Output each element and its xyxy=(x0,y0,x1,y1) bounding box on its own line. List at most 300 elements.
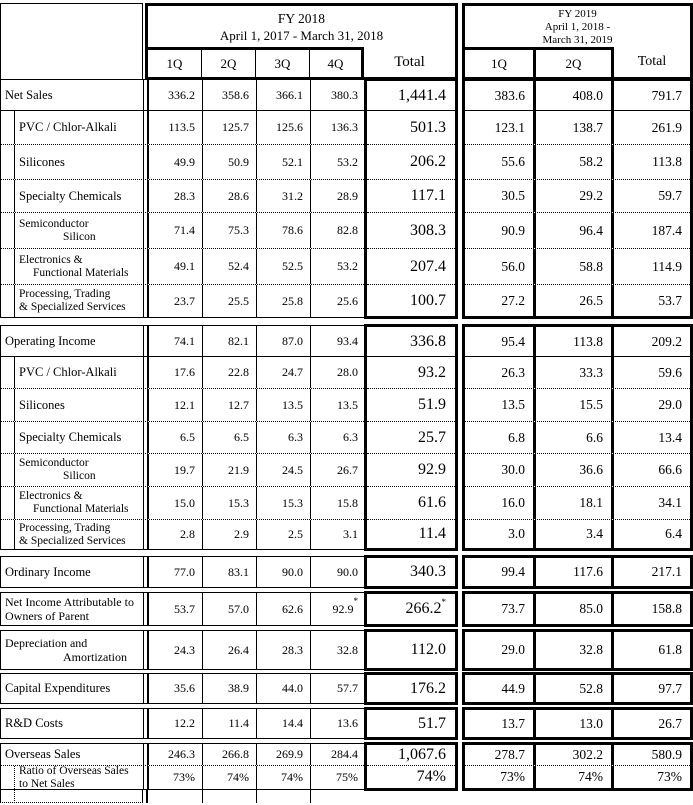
row-label-line: Net Income Attributable to xyxy=(5,594,134,609)
fy2018-q3-value: 90.0 xyxy=(257,557,311,587)
fy2019-q2-value: 302.2 xyxy=(536,745,614,765)
fy2019-total-value: 97.7 xyxy=(658,680,682,696)
fy2018-q3-value: 6.3 xyxy=(257,422,311,453)
fy2018-q2-value: 15.3 xyxy=(203,487,257,519)
fy2018-q2-value: 358.6 xyxy=(203,80,257,110)
fy2018-q1-value: 17.6 xyxy=(149,357,203,388)
row-label-line: Functional Materials xyxy=(33,266,129,279)
row-label xyxy=(1,422,144,453)
fy2018-q4-value: 3.1 xyxy=(343,527,358,541)
fy2019-q2-header: 2Q xyxy=(565,55,582,71)
table-header xyxy=(0,3,693,80)
fy2018-q2-value: 26.4 xyxy=(203,631,257,669)
table-row xyxy=(1,356,364,388)
fy2019-total-value: 217.1 xyxy=(651,564,682,579)
fy2018-quarter-values xyxy=(147,520,365,549)
row-label xyxy=(1,766,144,789)
fy2019-q1-value: 123.1 xyxy=(465,111,536,144)
fy2019-q1-value: 95.4 xyxy=(465,327,536,356)
fy2019-q1-value: 13.7 xyxy=(465,710,536,737)
fy2019-total-value: 580.9 xyxy=(651,747,682,762)
fy2018-quarter-values xyxy=(147,557,365,587)
row-label-line: Silicon xyxy=(63,230,96,243)
fy2018-q3-value: 15.3 xyxy=(257,487,311,519)
fy2019-total-value: 13.4 xyxy=(658,429,682,445)
fy2019-q1-value: 90.9 xyxy=(465,213,536,248)
fy2018-quarter-values xyxy=(147,145,365,179)
table-row-fy2019 xyxy=(465,356,690,388)
row-label-line: & Specialized Services xyxy=(19,301,126,313)
fy2019-q2-value: 74% xyxy=(536,766,614,788)
row-label-line: Silicones xyxy=(19,397,65,412)
fy2018-quarter-values xyxy=(147,213,365,248)
table-row-fy2019 xyxy=(465,632,690,668)
fy2019-q1-value: 73.7 xyxy=(465,594,536,624)
fy2018-q2-value: 21.9 xyxy=(203,454,257,486)
fy2018-q1-value: 49.9 xyxy=(149,145,203,179)
row-label xyxy=(1,520,144,549)
fy2018-total-value: 340.3 xyxy=(410,563,446,580)
fy2019-total-value: 29.0 xyxy=(658,397,682,412)
fy2018-total-value: 266.2 * xyxy=(367,594,455,624)
table-row-fy2019 xyxy=(465,745,690,765)
table-row-fy2019 xyxy=(465,327,690,356)
table-row-fy2019 xyxy=(465,81,690,110)
row-label-line: PVC / Chlor-Alkali xyxy=(19,120,117,135)
fy2018-q1-value: 77.0 xyxy=(149,557,203,587)
fy2018-total-value: 92.9 xyxy=(367,453,455,486)
row-group-overseas-sales xyxy=(0,743,693,790)
row-group-depreciation-amortization xyxy=(0,630,693,670)
row-label-line: Specialty Chemicals xyxy=(19,188,122,203)
fy2018-q4-value: 53.2 xyxy=(337,154,358,169)
row-label xyxy=(1,145,144,179)
fy2018-q1-value: 2.8 xyxy=(149,520,203,549)
table-row xyxy=(1,80,364,110)
fy2018-quarter-values xyxy=(147,357,365,388)
fy2018-q4-value: 13.5 xyxy=(337,397,358,412)
table-row xyxy=(1,110,364,144)
fy2018-quarter-values xyxy=(147,674,365,703)
fy2018-q1-value: 23.7 xyxy=(149,285,203,317)
table-row-fy2019 xyxy=(465,594,690,624)
fy2019-total-value: 59.6 xyxy=(658,364,682,380)
fy2018-total-value: 11.4 xyxy=(367,519,455,548)
fy2019-total-value: 73% xyxy=(657,769,682,784)
table-row xyxy=(1,326,364,356)
fy2018-quarter-values xyxy=(147,454,365,486)
table-continuation-fragment xyxy=(0,790,693,803)
fy2018-q1-value: 113.5 xyxy=(149,111,203,144)
fy2018-quarter-values xyxy=(147,389,365,421)
fy2018-q4-value: 6.3 xyxy=(343,430,358,444)
fy2019-total-value: 209.2 xyxy=(651,333,682,349)
row-label xyxy=(1,285,144,317)
fy2019-subtitle-line1: April 1, 2018 - xyxy=(544,21,611,34)
row-label-line: Depreciation and xyxy=(5,635,88,650)
row-label-line: Electronics & xyxy=(19,253,83,266)
fy2018-q1-value: 74.1 xyxy=(149,326,203,356)
table-row xyxy=(1,284,364,317)
fy2018-q4-value: 32.8 xyxy=(337,642,358,657)
fy2019-q1-value: 13.5 xyxy=(465,389,536,421)
fy2019-total-value: 26.7 xyxy=(658,715,682,731)
labels-and-quarters-section xyxy=(0,79,364,318)
table-row xyxy=(1,486,364,519)
fy2019-total-value: 59.7 xyxy=(658,188,682,203)
fy2019-q1-value: 44.9 xyxy=(465,675,536,702)
fy2019-q2-value: 52.8 xyxy=(536,675,614,702)
row-group-ordinary-income xyxy=(0,556,693,588)
labels-and-quarters-section xyxy=(0,743,364,790)
row-label-line: PVC / Chlor-Alkali xyxy=(19,365,117,380)
fy2018-q1-value: 6.5 xyxy=(149,422,203,453)
fy2018-title: FY 2018 xyxy=(277,11,326,26)
fy2018-total-value: 61.6 xyxy=(367,486,455,519)
row-label-line: R&D Costs xyxy=(5,716,64,731)
fy2018-quarter-values xyxy=(147,249,365,284)
labels-and-quarters-section xyxy=(0,630,364,670)
row-label xyxy=(1,357,144,388)
fy2018-q2-header: 2Q xyxy=(202,50,256,77)
fy2018-total-value: 1,441.4 xyxy=(398,86,446,104)
row-label-line: Net Sales xyxy=(5,87,53,102)
fy2019-q1-value: 73% xyxy=(465,766,536,788)
fy2019-q1-value: 99.4 xyxy=(465,558,536,586)
fy2019-q2-value: 58.8 xyxy=(536,249,614,284)
fy2018-q1-value: 19.7 xyxy=(149,454,203,486)
fy2018-q4-value: 53.2 xyxy=(337,259,358,273)
row-label xyxy=(1,593,144,625)
table-row xyxy=(1,557,364,587)
row-label-line: Owners of Parent xyxy=(5,609,89,623)
fy2019-total-value: 261.9 xyxy=(651,119,682,135)
fy2018-header xyxy=(145,3,458,80)
fy2019-total-value: 187.4 xyxy=(651,222,682,238)
fy2018-total-value: 501.3 xyxy=(367,110,455,144)
table-row xyxy=(1,179,364,212)
fy2019-total-value: 114.9 xyxy=(652,258,682,274)
table-row xyxy=(1,453,364,486)
fy2018-q4-value: 75% xyxy=(336,770,358,784)
fy2019-q1-value: 3.0 xyxy=(465,520,536,548)
quarterly-results-table xyxy=(0,3,693,803)
fy2018-q4-value: 93.4 xyxy=(337,333,358,348)
fy2018-quarter-values xyxy=(147,709,365,738)
fy2018-period xyxy=(148,6,455,47)
fy2018-q1-value: 336.2 xyxy=(149,80,203,110)
labels-and-quarters-section xyxy=(0,325,364,550)
table-row-fy2019 xyxy=(465,179,690,212)
table-row-fy2019 xyxy=(465,453,690,486)
fy2018-q1-value: 53.7 xyxy=(149,593,203,625)
row-label xyxy=(1,631,144,669)
table-row xyxy=(1,519,364,549)
fy2019-period xyxy=(465,6,690,47)
fy2019-q2-value: 85.0 xyxy=(536,594,614,624)
fy2018-q3-value: 87.0 xyxy=(257,326,311,356)
row-label xyxy=(1,454,144,486)
fy2018-quarter-values xyxy=(147,631,365,669)
row-group-net-sales xyxy=(0,79,693,318)
fy2018-q4-header: 4Q xyxy=(327,55,344,71)
fy2018-q4-value: 26.7 xyxy=(337,462,358,477)
row-group-capital-expenditures xyxy=(0,673,693,704)
table-row xyxy=(1,212,364,248)
fy2019-section xyxy=(462,591,693,627)
fy2018-q1-value: 49.1 xyxy=(149,249,203,284)
cutoff-quarters-edge xyxy=(146,790,148,803)
row-label xyxy=(1,557,144,587)
fy2018-q1-value: 73% xyxy=(149,766,203,789)
fy2018-q2-value: 2.9 xyxy=(203,520,257,549)
fy2019-title: FY 2019 xyxy=(558,8,597,20)
row-label-line: Processing, Trading xyxy=(19,288,111,301)
fy2019-q2-value: 6.6 xyxy=(536,422,614,453)
fy2019-q2-value: 36.6 xyxy=(536,454,614,486)
fy2019-total-value: 34.1 xyxy=(658,495,682,510)
fy2018-q4-value: 82.8 xyxy=(337,223,358,237)
fy2019-section xyxy=(462,742,693,791)
row-label-line: Electronics & xyxy=(19,490,83,503)
row-label-line: Ratio of Overseas Sales xyxy=(19,764,129,777)
table-row-fy2019 xyxy=(465,212,690,248)
table-row-fy2019 xyxy=(465,710,690,737)
fy2018-quarter-values xyxy=(147,285,365,317)
row-label-line: Overseas Sales xyxy=(5,747,81,762)
fy2019-q1-value: 6.8 xyxy=(465,422,536,453)
fy2018-q3-value: 52.1 xyxy=(257,145,311,179)
fy2019-section xyxy=(462,555,693,589)
fy2018-subtitle: April 1, 2017 - March 31, 2018 xyxy=(219,27,384,43)
fy2018-total-column xyxy=(364,629,458,671)
footnote-mark: * xyxy=(353,596,358,606)
table-row xyxy=(1,388,364,421)
fy2018-q3-value: 269.9 xyxy=(257,744,311,765)
row-label-line: Semiconductor xyxy=(19,217,89,230)
fy2018-total-value: 93.2 xyxy=(367,356,455,388)
row-label xyxy=(1,80,144,110)
fy2018-q3-value: 125.6 xyxy=(257,111,311,144)
table-row-fy2019 xyxy=(465,110,690,144)
fy2018-q1-value: 12.2 xyxy=(149,709,203,738)
labels-and-quarters-section xyxy=(0,556,364,588)
fy2018-total-value: 112.0 xyxy=(410,641,446,658)
fy2018-total-value: 206.2 xyxy=(367,144,455,179)
row-group-rd-costs xyxy=(0,708,693,739)
fy2018-q4-value: 380.3 xyxy=(331,87,358,102)
fy2019-total-value: 6.4 xyxy=(665,526,682,541)
table-row-fy2019 xyxy=(465,388,690,421)
fy2018-q2-value: 38.9 xyxy=(203,674,257,703)
fy2019-quarter-headers xyxy=(465,47,614,77)
row-label xyxy=(1,326,144,356)
fy2018-quarter-values xyxy=(147,487,365,519)
fy2019-q1-value: 55.6 xyxy=(465,145,536,179)
fy2018-q1-value: 24.3 xyxy=(149,631,203,669)
table-row xyxy=(1,709,364,738)
table-row-fy2019 xyxy=(465,486,690,519)
fy2018-q3-value: 24.7 xyxy=(257,357,311,388)
cutoff-line xyxy=(202,790,203,803)
fy2019-q1-value: 27.2 xyxy=(465,285,536,316)
fy2018-quarter-values xyxy=(147,422,365,453)
fy2019-subtitle-line2: March 31, 2019 xyxy=(542,34,613,47)
row-label-line: Processing, Trading xyxy=(19,521,111,534)
fy2018-quarter-values xyxy=(147,111,365,144)
fy2019-q2-value: 117.6 xyxy=(536,558,614,586)
fy2018-column-headers xyxy=(148,47,455,77)
row-label xyxy=(1,709,144,738)
fy2018-q3-value: 13.5 xyxy=(257,389,311,421)
fy2019-q1-value: 56.0 xyxy=(465,249,536,284)
cutoff-indent-line xyxy=(14,790,15,801)
fy2018-total-value: 308.3 xyxy=(367,212,455,248)
fy2019-total-header: Total xyxy=(637,54,667,69)
fy2018-q2-value: 82.1 xyxy=(203,326,257,356)
fy2018-q4-value: 136.3 xyxy=(331,120,358,134)
row-label xyxy=(1,111,144,144)
table-row xyxy=(1,744,364,765)
fy2019-q2-value: 138.7 xyxy=(536,111,614,144)
footnote-mark: * xyxy=(441,597,446,607)
fy2019-q2-value: 113.8 xyxy=(536,327,614,356)
fy2019-q2-value: 33.3 xyxy=(536,357,614,388)
table-row-fy2019 xyxy=(465,519,690,548)
fy2019-section xyxy=(462,324,693,551)
fy2018-q1-header: 1Q xyxy=(148,50,202,77)
row-label-line: Silicon xyxy=(63,470,96,482)
fy2018-total-column xyxy=(364,707,458,740)
fy2019-total-value: 791.7 xyxy=(651,87,682,103)
fy2018-q1-value: 15.0 xyxy=(149,487,203,519)
fy2019-q1-header: 1Q xyxy=(465,50,536,77)
fy2019-total-value: 61.8 xyxy=(658,642,682,657)
fy2018-quarter-values xyxy=(147,766,365,789)
fy2018-q3-header: 3Q xyxy=(256,50,310,77)
row-label xyxy=(1,213,144,248)
fy2019-q2-value: 15.5 xyxy=(536,389,614,421)
fy2019-q2-value: 18.1 xyxy=(536,487,614,519)
table-row-fy2019 xyxy=(465,558,690,586)
fy2018-q2-value: 25.5 xyxy=(203,285,257,317)
fy2018-quarter-values xyxy=(147,593,365,625)
fy2019-q1-value: 16.0 xyxy=(465,487,536,519)
fy2018-total-column xyxy=(364,591,458,627)
fy2018-q1-value: 246.3 xyxy=(149,744,203,765)
fy2018-total-value: 51.7 xyxy=(418,714,446,732)
row-label-line: to Net Sales xyxy=(19,777,75,790)
fy2019-section xyxy=(462,707,693,740)
labels-and-quarters-section xyxy=(0,673,364,704)
table-row-fy2019 xyxy=(465,421,690,453)
row-label xyxy=(1,674,144,703)
fy2018-quarter-headers xyxy=(148,47,364,77)
fy2019-total-value: 66.6 xyxy=(658,462,682,477)
table-row xyxy=(1,674,364,703)
fy2018-q2-value: 11.4 xyxy=(203,709,257,738)
fy2018-q3-value: 14.4 xyxy=(257,709,311,738)
fy2019-q1-value: 383.6 xyxy=(465,81,536,110)
fy2019-header xyxy=(462,3,693,80)
fy2018-q3-value: 28.3 xyxy=(257,631,311,669)
fy2018-q4-value: 57.7 xyxy=(337,681,358,695)
row-label-line: Semiconductor xyxy=(19,457,89,470)
fy2018-total-header: Total xyxy=(394,53,425,70)
fy2018-quarter-values xyxy=(147,80,365,110)
fy2019-q2-value: 3.4 xyxy=(536,520,614,548)
table-row-fy2019 xyxy=(465,765,690,788)
table-row xyxy=(1,593,364,625)
fy2019-section xyxy=(462,629,693,671)
fy2018-q1-value: 12.1 xyxy=(149,389,203,421)
fy2018-total-column xyxy=(364,324,458,551)
fy2019-total-value: 113.8 xyxy=(652,154,682,169)
fy2018-q1-value: 71.4 xyxy=(149,213,203,248)
fy2019-q2-value: 13.0 xyxy=(536,710,614,737)
fy2018-quarter-values xyxy=(147,744,365,765)
fy2018-q2-value: 50.9 xyxy=(203,145,257,179)
table-row-fy2019 xyxy=(465,144,690,179)
fy2018-q4-value: 90.0 xyxy=(337,564,358,579)
table-row xyxy=(1,144,364,179)
fy2018-q2-value: 83.1 xyxy=(203,557,257,587)
row-label xyxy=(1,180,144,212)
fy2018-total-value: 207.4 xyxy=(367,248,455,284)
fy2018-q2-value: 125.7 xyxy=(203,111,257,144)
cutoff-line xyxy=(310,790,311,803)
row-label xyxy=(1,487,144,519)
table-row-fy2019 xyxy=(465,675,690,702)
fy2018-q3-value: 62.6 xyxy=(257,593,311,625)
row-label-line: Amortization xyxy=(63,650,127,664)
fy2018-q2-value: 52.4 xyxy=(203,249,257,284)
fy2018-total-value: 336.8 xyxy=(410,332,446,350)
fy2018-q2-value: 75.3 xyxy=(203,213,257,248)
fy2019-q2-value: 58.2 xyxy=(536,145,614,179)
fy2019-q2-value: 29.2 xyxy=(536,180,614,212)
fy2019-total-value: 53.7 xyxy=(658,292,682,308)
table-row xyxy=(1,421,364,453)
table-row xyxy=(1,248,364,284)
row-label-line: & Specialized Services xyxy=(19,534,126,547)
fy2018-quarter-values xyxy=(147,326,365,356)
fy2018-q3-value: 2.5 xyxy=(257,520,311,549)
fy2018-total-value: 25.7 xyxy=(367,421,455,453)
labels-and-quarters-section xyxy=(0,708,364,739)
fy2019-q1-value: 30.0 xyxy=(465,454,536,486)
fy2018-q4-value: 15.8 xyxy=(337,495,358,510)
fy2018-q3-value: 44.0 xyxy=(257,674,311,703)
labels-and-quarters-section xyxy=(0,592,364,626)
fy2019-q1-value: 30.5 xyxy=(465,180,536,212)
fy2018-q4-value: 13.6 xyxy=(337,716,358,730)
fy2019-column-headers xyxy=(465,47,690,77)
table-row xyxy=(1,631,364,669)
row-label xyxy=(1,249,144,284)
fy2018-q2-value: 12.7 xyxy=(203,389,257,421)
table-row xyxy=(1,765,364,789)
fy2018-total-column xyxy=(364,555,458,589)
fy2018-q1-value: 28.3 xyxy=(149,180,203,212)
fy2018-q2-value: 57.0 xyxy=(203,593,257,625)
fy2018-q3-value: 74% xyxy=(257,766,311,789)
fy2019-total-value: 158.8 xyxy=(651,601,682,616)
fy2018-total-column xyxy=(364,672,458,705)
fy2018-q2-value: 74% xyxy=(203,766,257,789)
fy2018-q2-value: 22.8 xyxy=(203,357,257,388)
fy2018-q4-value: 28.0 xyxy=(337,365,358,379)
